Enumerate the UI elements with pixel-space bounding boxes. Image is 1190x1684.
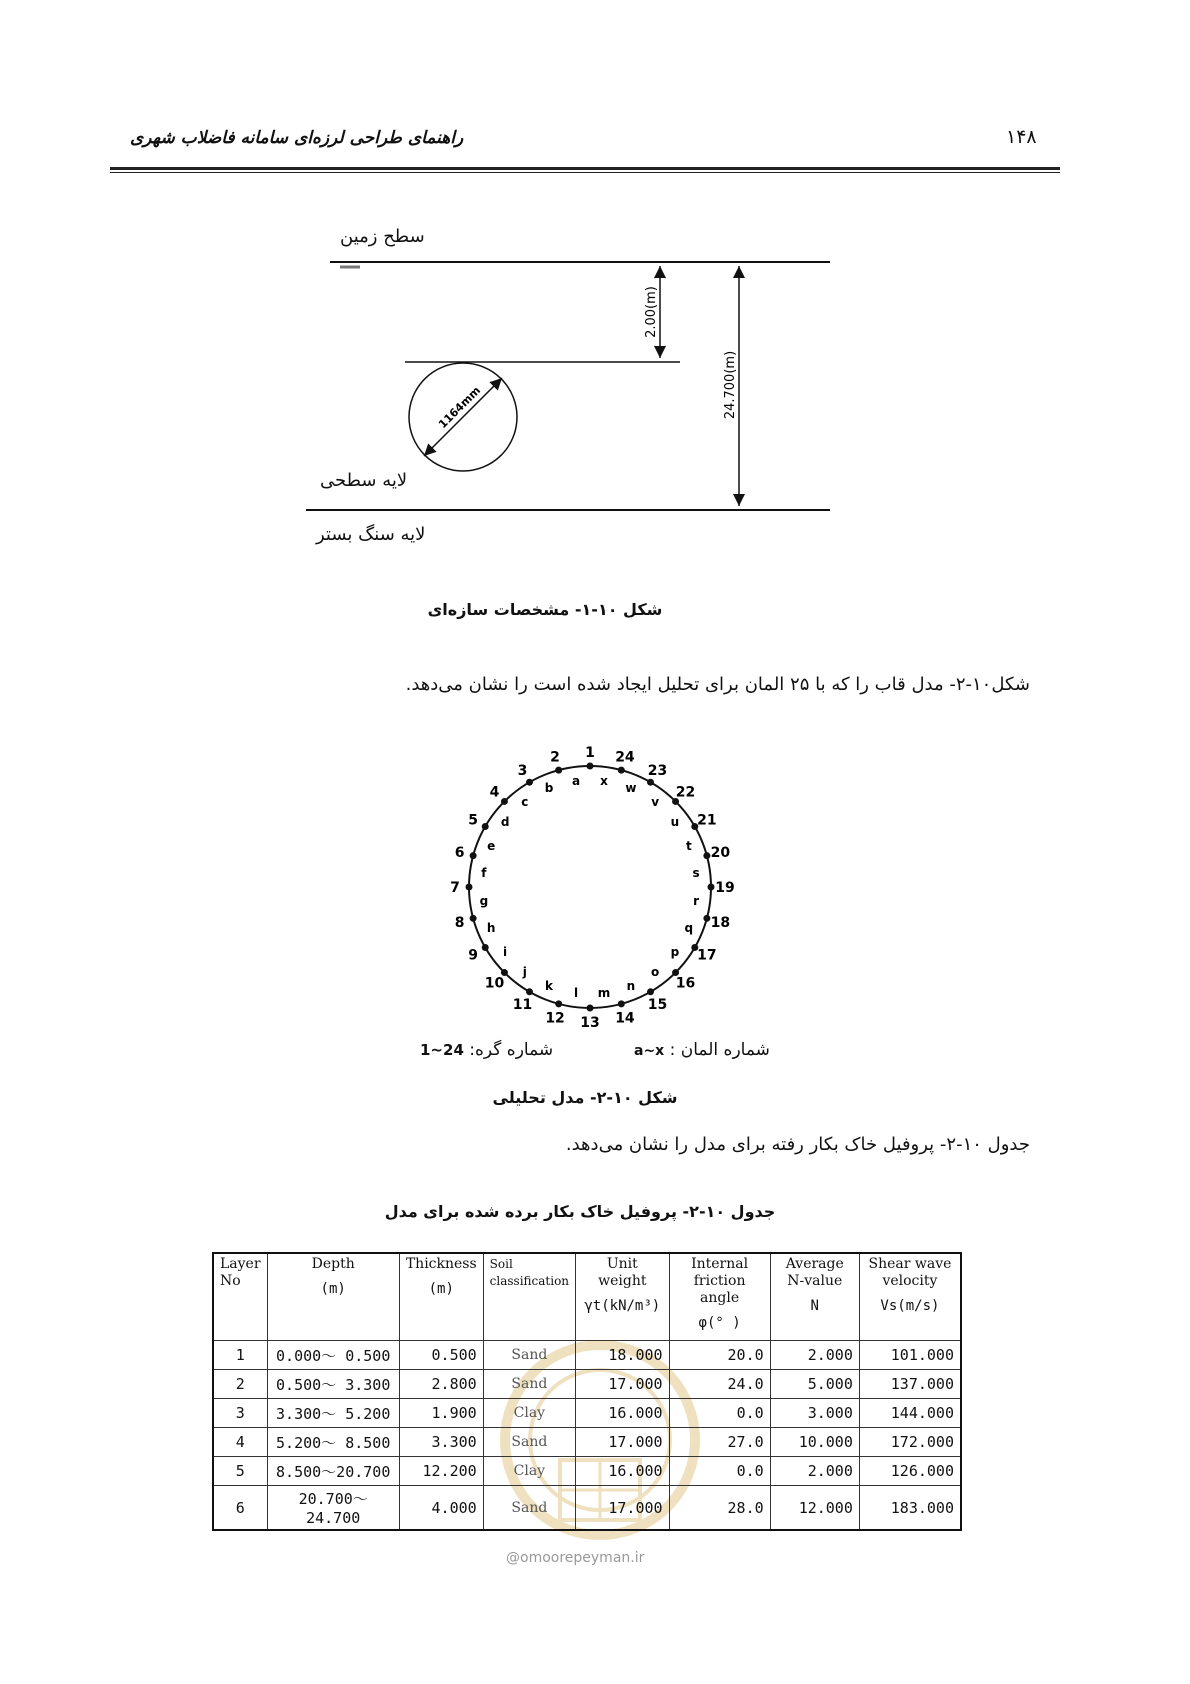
element-label: s (692, 866, 700, 881)
cell-thickness: 0.500 (399, 1341, 483, 1370)
legend-element (634, 1040, 770, 1060)
element-label: f (481, 866, 487, 881)
cell-vs: 101.000 (859, 1341, 961, 1370)
cell-vs: 183.000 (859, 1486, 961, 1531)
paragraph-figure2-intro: شکل۱۰-۲- مدل قاب را که با ۲۵ المان برای تحلیل ایجاد شده است را نشان می‌دهد. (405, 674, 1030, 695)
cell-soil: Clay (483, 1457, 575, 1486)
node-label: 9 (468, 947, 478, 964)
paragraph-table-intro: جدول ۱۰-۲- پروفیل خاک بکار رفته برای مدل را نشان می‌دهد. (565, 1134, 1030, 1155)
element-label: v (651, 795, 660, 810)
legend-node-label: شماره گره: (469, 1040, 554, 1060)
element-label: q (684, 920, 694, 935)
element-label: i (503, 945, 508, 960)
cell-depth: 8.500～20.700 (267, 1457, 399, 1486)
cell-thickness: 1.900 (399, 1399, 483, 1428)
table-row (213, 1428, 961, 1457)
node-point (587, 1005, 594, 1012)
cell-friction: 0.0 (669, 1399, 770, 1428)
node-label: 3 (517, 763, 528, 780)
node-point (526, 988, 533, 995)
cell-layer: 4 (213, 1428, 267, 1457)
website-watermark: @omoorepeyman.ir (506, 1550, 645, 1566)
node-label: 7 (450, 880, 460, 896)
cell-depth: 5.200～ 8.500 (267, 1428, 399, 1457)
cell-unit-weight: 17.000 (576, 1486, 670, 1531)
node-point (647, 988, 654, 995)
node-point (555, 1000, 562, 1007)
node-label: 20 (710, 845, 731, 862)
ground-surface-label: سطح زمین (340, 226, 425, 247)
cell-unit-weight: 18.000 (576, 1341, 670, 1370)
cell-layer: 6 (213, 1486, 267, 1531)
cell-thickness: 2.800 (399, 1370, 483, 1399)
node-point (470, 852, 477, 859)
cell-thickness: 3.300 (399, 1428, 483, 1457)
cell-thickness: 4.000 (399, 1486, 483, 1531)
legend-node (420, 1040, 553, 1060)
figure2-caption: شکل ۱۰-۲- مدل تحلیلی (492, 1088, 678, 1107)
cell-friction: 24.0 (669, 1370, 770, 1399)
node-point (470, 915, 477, 922)
cell-soil: Sand (483, 1341, 575, 1370)
element-label: c (521, 795, 529, 810)
cell-friction: 28.0 (669, 1486, 770, 1531)
cell-layer: 5 (213, 1457, 267, 1486)
table-row (213, 1486, 961, 1531)
legend-node-range: 1~24 (420, 1041, 464, 1059)
node-label: 22 (675, 784, 696, 801)
node-label: 1 (585, 745, 595, 761)
figure-structure-diagram (290, 220, 850, 560)
cell-depth: 20.700～24.700 (267, 1486, 399, 1531)
node-point (501, 798, 508, 805)
node-label: 15 (647, 996, 668, 1013)
node-point (703, 852, 710, 859)
cell-n-value: 3.000 (770, 1399, 859, 1428)
node-label: 17 (697, 947, 717, 964)
cell-unit-weight: 16.000 (576, 1399, 670, 1428)
node-label: 8 (454, 914, 465, 931)
element-label: k (545, 978, 554, 993)
cell-n-value: 10.000 (770, 1428, 859, 1457)
cell-vs: 144.000 (859, 1399, 961, 1428)
cell-layer: 2 (213, 1370, 267, 1399)
node-label: 6 (454, 845, 465, 862)
col-unit-weight: Unit weight γt(kN/m³) (576, 1253, 670, 1341)
cell-n-value: 2.000 (770, 1341, 859, 1370)
col-friction-angle: Internal friction angle φ(° ) (669, 1253, 770, 1341)
element-label: p (670, 945, 680, 960)
node-point (618, 767, 625, 774)
node-point (587, 763, 594, 770)
node-label: 16 (675, 975, 696, 992)
element-label: t (685, 839, 692, 854)
total-depth-label: 24.700(m) (723, 350, 738, 420)
col-n-value: Average N-value N (770, 1253, 859, 1341)
node-label: 24 (615, 749, 635, 766)
cell-vs: 172.000 (859, 1428, 961, 1457)
element-label: e (487, 839, 496, 854)
element-label: m (597, 986, 611, 1001)
cell-n-value: 5.000 (770, 1370, 859, 1399)
cell-depth: 0.000～ 0.500 (267, 1341, 399, 1370)
col-soil-classification: Soil classification (483, 1253, 575, 1341)
cell-vs: 126.000 (859, 1457, 961, 1486)
col-shear-velocity: Shear wave velocity Vs(m/s) (859, 1253, 961, 1341)
element-label: d (500, 814, 510, 829)
element-label: l (573, 986, 579, 1001)
cell-depth: 0.500～ 3.300 (267, 1370, 399, 1399)
element-label: j (522, 964, 527, 979)
node-label: 10 (484, 975, 505, 992)
cell-unit-weight: 16.000 (576, 1457, 670, 1486)
cell-soil: Sand (483, 1486, 575, 1531)
node-label: 14 (615, 1010, 635, 1027)
cell-thickness: 12.200 (399, 1457, 483, 1486)
table-row (213, 1341, 961, 1370)
node-point (555, 767, 562, 774)
soil-profile-table (212, 1252, 962, 1531)
cell-soil: Clay (483, 1399, 575, 1428)
node-point (482, 823, 489, 830)
figure1-caption: شکل ۱۰-۱- مشخصات سازه‌ای (427, 600, 663, 619)
node-label: 13 (580, 1015, 600, 1031)
element-label: h (486, 920, 496, 935)
node-label: 11 (512, 996, 533, 1013)
cell-n-value: 12.000 (770, 1486, 859, 1531)
cell-layer: 1 (213, 1341, 267, 1370)
legend-element-range: a~x (634, 1043, 665, 1059)
element-label: u (670, 814, 680, 829)
node-point (482, 944, 489, 951)
element-label: w (625, 781, 637, 796)
depth-label: 2.00(m) (644, 286, 659, 338)
element-label: x (600, 773, 608, 788)
figure-analytical-model (440, 735, 750, 1035)
element-label: r (693, 893, 700, 908)
node-label: 12 (545, 1010, 565, 1027)
running-header-title: راهنمای طراحی لرزه‌ای سامانه فاضلاب شهری (130, 128, 464, 148)
cell-vs: 137.000 (859, 1370, 961, 1399)
bedrock-layer-label: لایه سنگ بستر (316, 524, 426, 545)
table-row (213, 1457, 961, 1486)
node-label: 19 (715, 880, 735, 896)
cell-friction: 27.0 (669, 1428, 770, 1457)
node-point (618, 1000, 625, 1007)
cell-friction: 20.0 (669, 1341, 770, 1370)
cell-friction: 0.0 (669, 1457, 770, 1486)
cell-unit-weight: 17.000 (576, 1428, 670, 1457)
col-layer-no: Layer No (213, 1253, 267, 1341)
diameter-label: 1164mm (435, 383, 484, 432)
element-label: g (479, 893, 489, 908)
element-label: a (571, 773, 581, 788)
col-thickness: Thickness (m) (399, 1253, 483, 1341)
surface-layer-label: لایه سطحی (320, 470, 408, 491)
node-point (647, 779, 654, 786)
cell-depth: 3.300～ 5.200 (267, 1399, 399, 1428)
node-label: 21 (697, 812, 717, 829)
table-caption: جدول ۱۰-۲- پروفیل خاک بکار برده شده برای مدل (384, 1202, 776, 1221)
element-label: b (544, 781, 554, 796)
table-header-row (213, 1253, 961, 1341)
node-label: 4 (489, 784, 500, 801)
table-row (213, 1370, 961, 1399)
node-point (708, 884, 715, 891)
node-point (466, 884, 473, 891)
cell-n-value: 2.000 (770, 1457, 859, 1486)
cell-unit-weight: 17.000 (576, 1370, 670, 1399)
node-label: 5 (468, 812, 478, 829)
element-label: n (626, 978, 636, 993)
header-rule-thick (110, 167, 1060, 170)
header-rule-thin (110, 172, 1060, 173)
element-label: o (651, 964, 660, 979)
node-label: 18 (710, 914, 731, 931)
legend-element-label: شماره المان : (669, 1040, 770, 1060)
node-label: 23 (647, 763, 668, 780)
node-point (703, 915, 710, 922)
node-point (526, 779, 533, 786)
cell-soil: Sand (483, 1370, 575, 1399)
cell-layer: 3 (213, 1399, 267, 1428)
diameter-arrow (424, 378, 502, 456)
col-depth: Depth (m) (267, 1253, 399, 1341)
cell-soil: Sand (483, 1428, 575, 1457)
table-row (213, 1399, 961, 1428)
node-label: 2 (550, 749, 560, 766)
page-number: ۱۴۸ (1006, 126, 1037, 148)
